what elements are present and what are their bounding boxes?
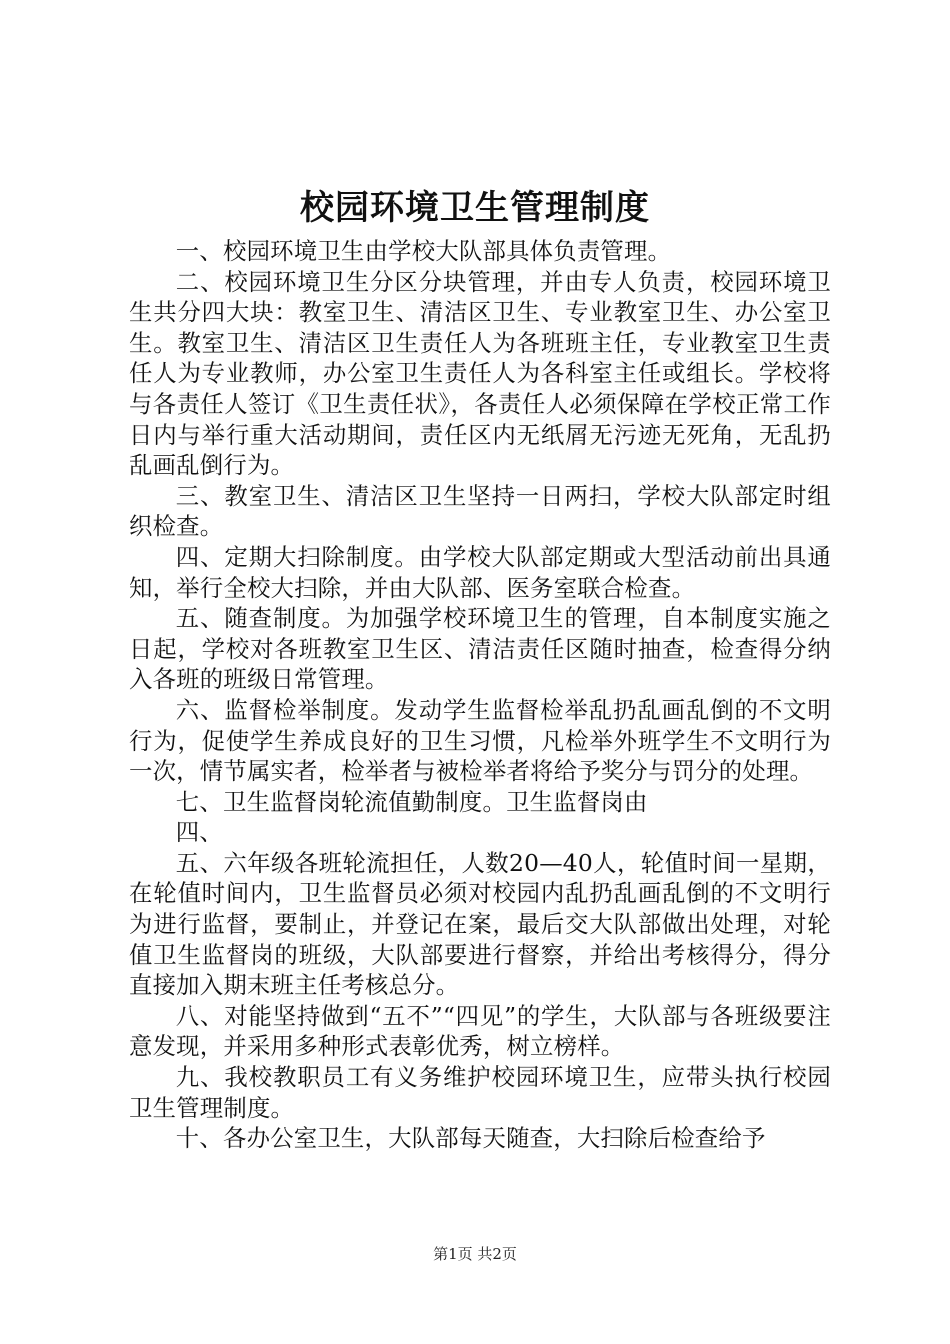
- paragraph-9: 五、六年级各班轮流担任，人数20—40人，轮值时间一星期，在轮值时间内，卫生监督员必须对校园内乱扔乱画乱倒的不文明行为进行监督，要制止，并登记在案，最后交大队部做出处理，对轮值卫生监督岗的班级，大队部要进行督察，并给出考核得分，得分直接加入期末班主任考核总分。: [129, 848, 831, 1000]
- paragraph-6: 六、监督检举制度。发动学生监督检举乱扔乱画乱倒的不文明行为，促使学生养成良好的卫生习惯，凡检举外班学生不文明行为一次，情节属实者，检举者与被检举者将给予奖分与罚分的处理。: [129, 695, 831, 786]
- paragraph-11: 九、我校教职员工有义务维护校园环境卫生，应带头执行校园卫生管理制度。: [129, 1063, 831, 1122]
- page-number-footer: 第1页 共2页: [433, 1245, 517, 1263]
- paragraph-4: 四、定期大扫除制度。由学校大队部定期或大型活动前出具通知，举行全校大扫除，并由大队部、医务室联合检查。: [129, 542, 831, 602]
- paragraph-12: 十、各办公室卫生，大队部每天随查，大扫除后检查给予: [175, 1124, 766, 1153]
- paragraph-8: 四、: [175, 818, 223, 847]
- paragraph-3: 三、教室卫生、清洁区卫生坚持一日两扫，学校大队部定时组织检查。: [129, 481, 831, 541]
- document-title: 校园环境卫生管理制度: [300, 188, 650, 228]
- paragraph-10: 八、对能坚持做到“五不”“四见”的学生，大队部与各班级要注意发现，并采用多种形式表彰优秀，树立榜样。: [129, 1001, 831, 1061]
- paragraph-1: 一、校园环境卫生由学校大队部具体负责管理。: [175, 237, 672, 265]
- document-body: [129, 236, 831, 1154]
- paragraph-7: 七、卫生监督岗轮流值勤制度。卫生监督岗由: [175, 787, 648, 816]
- paragraph-2: 二、校园环境卫生分区分块管理，并由专人负责，校园环境卫生共分四大块：教室卫生、清洁区卫生、专业教室卫生、办公室卫生。教室卫生、清洁区卫生责任人为各班班主任，专业教室卫生责任人为专业教师，办公室卫生责任人为各科室主任或组长。学校将与各责任人签订《卫生责任状》，各责任人必须保障在学校正常工作日内与举行重大活动期间，责任区内无纸屑无污迹无死角，无乱扔乱画乱倒行为。: [129, 267, 831, 480]
- paragraph-5: 五、随查制度。为加强学校环境卫生的管理，自本制度实施之日起，学校对各班教室卫生区、清洁责任区随时抽查，检查得分纳入各班的班级日常管理。: [129, 604, 831, 694]
